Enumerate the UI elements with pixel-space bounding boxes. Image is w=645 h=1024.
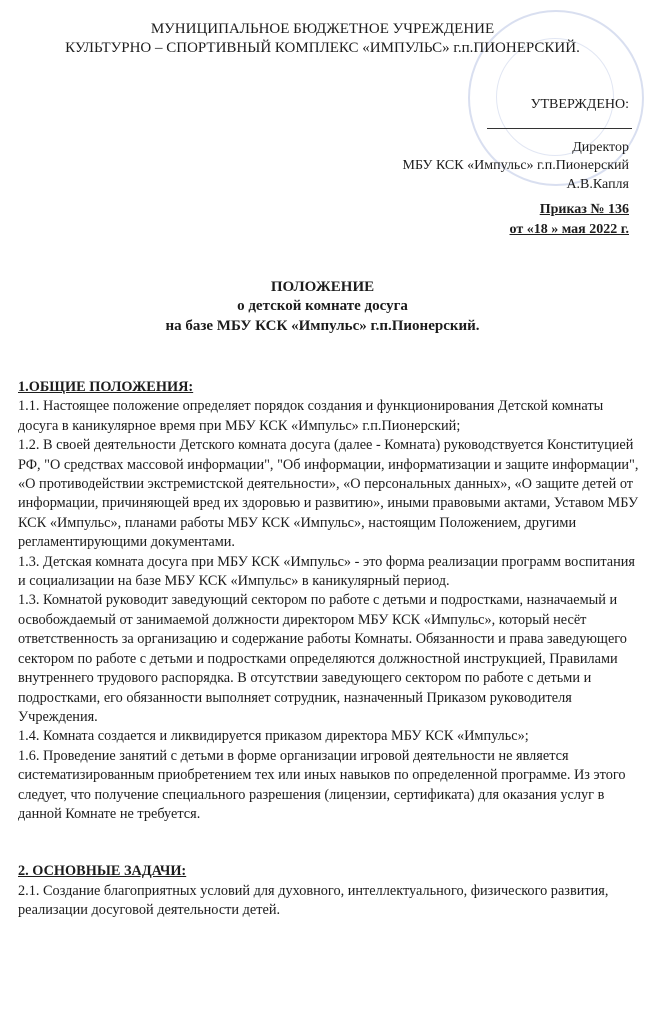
paragraph: 1.2. В своей деятельности Детского комната досуга (далее - Комната) руководствуется Конституцией РФ, "О средствах массовой информации", "Об информации, информатизации и защите информации", «О противодействии экстремистской деятельности», «О персональных данных», «О защите детей от информации, причиняющей вред их здоровью и развитию», иными правовыми актами, Уставом МБУ КСК «Импульс», планами работы МБУ КСК «Импульс», настоящим Положением, другими регламентирующими документами. — [18, 437, 639, 551]
org-header-line-1: МУНИЦИПАЛЬНОЕ БЮДЖЕТНОЕ УЧРЕЖДЕНИЕ — [150, 21, 495, 37]
paragraph: 2.1. Создание благоприятных условий для духовного, интеллектуального, физического развития, реализации досуговой деятельности детей. — [18, 882, 609, 919]
section-heading: 1.ОБЩИЕ ПОЛОЖЕНИЯ: — [18, 379, 194, 395]
document-body — [18, 378, 643, 921]
approver-name: А.В.Капля — [566, 177, 629, 192]
doc-subtitle-2: на базе МБУ КСК «Импульс» г.п.Пионерский. — [165, 318, 480, 334]
paragraph: 1.4. Комната создается и ликвидируется приказом директора МБУ КСК «Импульс»; — [18, 728, 529, 745]
paragraph: 1.3. Комнатой руководит заведующий сектором по работе с детьми и подростками, назначаемый и освобождаемый от занимаемой должности директором МБУ КСК «Импульс», который несёт ответственность за организацию и содержание работы Комнаты. Обязанности и права заведующего сектором по работе с детьми и подростками определяются должностной инструкцией, Правилами внутреннего трудового распорядка. В отсутствии заведующего сектором по работе с детьми и подростками, его обязанности выполняет сотрудник, назначенный Приказом руководителя Учреждения. — [18, 592, 627, 725]
paragraph: 1.3. Детская комната досуга при МБУ КСК «Импульс» - это форма реализации программ воспитания и социализации на базе МБУ КСК «Импульс» в каникулярный период. — [18, 553, 635, 590]
section-heading: 2. ОСНОВНЫЕ ЗАДАЧИ: — [18, 863, 187, 880]
signature-line — [487, 128, 632, 129]
paragraph: 1.1. Настоящее положение определяет порядок создания и функционирования Детской комнаты досуга в каникулярное время при МБУ КСК «Импульс» г.п.Пионерский; — [18, 398, 604, 434]
order-date: от «18 » мая 2022 г. — [509, 222, 629, 237]
approved-label: УТВЕРЖДЕНО: — [530, 97, 629, 112]
doc-title: ПОЛОЖЕНИЕ — [270, 279, 375, 295]
org-header-line-2: КУЛЬТУРНО – СПОРТИВНЫЙ КОМПЛЕКС «ИМПУЛЬС» г.п.ПИОНЕРСКИЙ. — [65, 40, 580, 56]
doc-subtitle-1: о детской комнате досуга — [237, 298, 408, 314]
paragraph: 1.6. Проведение занятий с детьми в форме организации игровой деятельности не является систематизированным приобретением тех или иных навыков по определенной программе. Из этого следует, что получение специального разрешения (лицензии, сертификата) для оказания услуг в данной Комнате не требуется. — [18, 747, 626, 822]
approver-position: Директор — [572, 140, 629, 155]
order-number: Приказ № 136 — [539, 202, 629, 217]
approver-org: МБУ КСК «Импульс» г.п.Пионерский — [402, 158, 629, 173]
